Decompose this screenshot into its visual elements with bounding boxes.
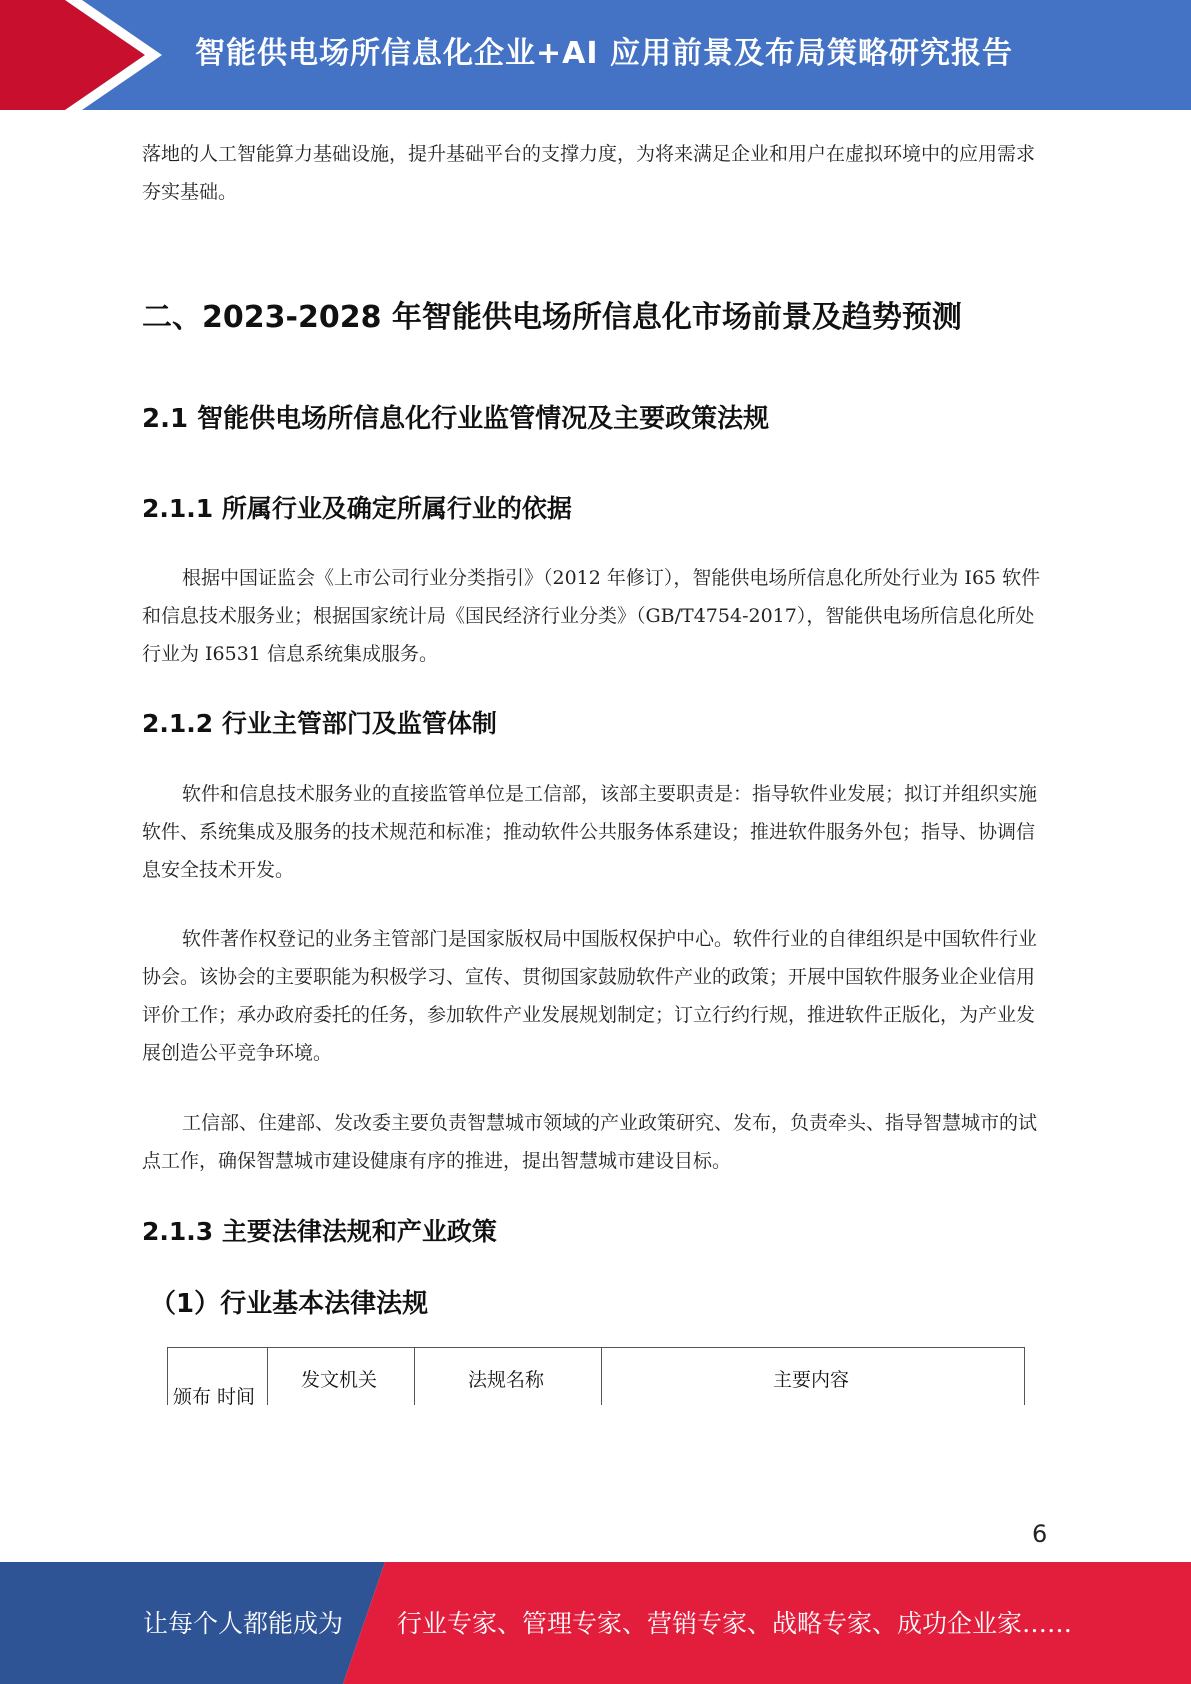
- paragraph-industry-classification: 根据中国证监会《上市公司行业分类指引》（2012 年修订），智能供电场所信息化所处行业为 I65 软件和信息技术服务业；根据国家统计局《国民经济行业分类》（GB/T4754-2017），智能供电场所信息化所处行业为 I6531 信息系统集成服务。: [142, 567, 1041, 665]
- footer-slogan-right: 行业专家、管理专家、营销专家、战略专家、成功企业家……: [397, 1609, 1073, 1638]
- table-header-issuer: 发文机关: [301, 1369, 378, 1391]
- intro-paragraph: 落地的人工智能算力基础设施，提升基础平台的支撑力度，为将来满足企业和用户在虚拟环境中的应用需求夯实基础。: [142, 143, 1036, 203]
- paragraph-copyright: 软件著作权登记的业务主管部门是国家版权局中国版权保护中心。软件行业的自律组织是中国软件行业协会。该协会的主要职能为积极学习、宣传、贯彻国家鼓励软件产业的政策；开展中国软件服务业企业信用评价工作；承办政府委托的任务，参加软件产业发展规划制定；订立行约行规，推进软件正版化，为产业发展创造公平竞争环境。: [142, 928, 1038, 1064]
- table-header-law-name: 法规名称: [468, 1369, 545, 1391]
- paragraph-smart-city: 工信部、住建部、发改委主要负责智慧城市领域的产业政策研究、发布，负责牵头、指导智慧城市的试点工作，确保智慧城市建设健康有序的推进，提出智慧城市建设目标。: [142, 1112, 1038, 1172]
- list-heading-laws: （1）行业基本法律法规: [150, 1289, 429, 1319]
- table-header-content: 主要内容: [773, 1369, 850, 1391]
- laws-table-header: [167, 1347, 1025, 1408]
- subsubsection-heading-1: 2.1.1 所属行业及确定所属行业的依据: [142, 494, 572, 523]
- section-heading: 二、2023-2028 年智能供电场所信息化市场前景及趋势预测: [142, 300, 962, 335]
- page-footer: [0, 1562, 1191, 1684]
- page-header: [0, 0, 1191, 110]
- table-header-date: 颁布 时间: [173, 1386, 256, 1408]
- header-title: 智能供电场所信息化企业+AI 应用前景及布局策略研究报告: [195, 36, 1013, 71]
- footer-slogan-left: 让每个人都能成为: [143, 1609, 344, 1638]
- page-number: 6: [1032, 1520, 1048, 1548]
- subsubsection-heading-3: 2.1.3 主要法律法规和产业政策: [142, 1217, 497, 1246]
- subsection-heading: 2.1 智能供电场所信息化行业监管情况及主要政策法规: [142, 404, 770, 434]
- subsubsection-heading-2: 2.1.2 行业主管部门及监管体制: [142, 709, 497, 738]
- paragraph-regulator: 软件和信息技术服务业的直接监管单位是工信部，该部主要职责是：指导软件业发展；拟订并组织实施软件、系统集成及服务的技术规范和标准；推动软件公共服务体系建设；推进软件服务外包；指导、协调信息安全技术开发。: [142, 783, 1038, 881]
